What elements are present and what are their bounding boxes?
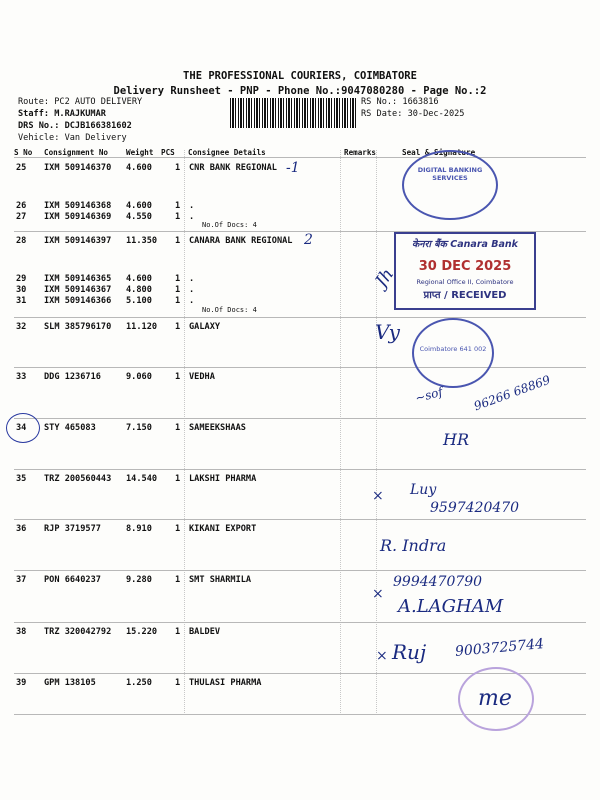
cell-consignment-no: IXM 509146365: [44, 274, 112, 284]
round-stamp-text: DIGITAL BANKING SERVICES: [417, 166, 483, 182]
insurance-company-stamp: [412, 318, 494, 388]
column-divider: [184, 150, 185, 715]
runsheet-title: Delivery Runsheet - PNP - Phone No.:9047080280 - Page No.:2: [113, 85, 487, 97]
cell-consignment-no: IXM 509146370: [44, 163, 112, 173]
route-text: Route: PC2 AUTO DELIVERY: [18, 97, 143, 107]
cell-consignee: .: [189, 201, 195, 211]
cell-consignee: BALDEV: [189, 627, 221, 637]
cell-weight: 11.120: [126, 322, 158, 332]
row-divider: [14, 317, 586, 318]
cell-sno: 38: [16, 627, 27, 637]
canara-stamp-received: प्राप्त / RECEIVED: [423, 290, 507, 301]
cell-consignee: CANARA BANK REGIONAL: [189, 236, 293, 246]
cell-weight: 8.910: [126, 524, 152, 534]
row-divider: [14, 367, 586, 368]
cell-weight: 7.150: [126, 423, 152, 433]
cell-consignment-no: SLM 385796170: [44, 322, 112, 332]
cell-weight: 4.600: [126, 201, 152, 211]
handwritten-phone-row-37: 9994470790: [393, 574, 483, 590]
cell-consignee: KIKANI EXPORT: [189, 524, 257, 534]
cell-pcs: 1: [175, 212, 181, 222]
cell-weight: 5.100: [126, 296, 152, 306]
canara-stamp-office: Regional Office II, Coimbatore: [416, 278, 514, 286]
handwritten-phone-row-38: 9003725744: [454, 636, 545, 660]
docs-count-note: No.Of Docs: 4: [202, 306, 257, 314]
staff-text: Staff: M.RAJKUMAR: [18, 109, 106, 119]
handwritten-signature: Ruj: [392, 640, 427, 664]
round-stamp-text: Coimbatore 641 002: [419, 345, 487, 353]
docs-count-note: No.Of Docs: 4: [202, 221, 257, 229]
cell-consignment-no: IXM 509146368: [44, 201, 112, 211]
cell-consignee: .: [189, 274, 195, 284]
cell-weight: 15.220: [126, 627, 158, 637]
cell-pcs: 1: [175, 372, 181, 382]
cell-weight: 9.280: [126, 575, 152, 585]
cell-weight: 1.250: [126, 678, 152, 688]
cell-sno: 30: [16, 285, 27, 295]
canara-stamp-date: 30 DEC 2025: [418, 259, 512, 274]
cell-sno: 34: [16, 423, 27, 433]
cell-consignee: CNR BANK REGIONAL: [189, 163, 277, 173]
handwritten-signature-row-36: R. Indra: [380, 536, 447, 555]
col-weight: Weight: [126, 148, 154, 157]
cell-consignee: .: [189, 285, 195, 295]
cell-pcs: 1: [175, 322, 181, 332]
cell-consignee: SMT SHARMILA: [189, 575, 252, 585]
rs-number: RS No.: 1663816: [361, 97, 439, 107]
barcode: [230, 98, 356, 128]
cell-pcs: 1: [175, 236, 181, 246]
round-bank-stamp: [402, 150, 498, 220]
cell-sno: 33: [16, 372, 27, 382]
cell-weight: 14.540: [126, 474, 158, 484]
cell-pcs: 1: [175, 423, 181, 433]
cell-pcs: 1: [175, 285, 181, 295]
cell-weight: 4.600: [126, 163, 152, 173]
cell-weight: 9.060: [126, 372, 152, 382]
col-consignment: Consignment No: [44, 148, 109, 157]
cell-sno: 35: [16, 474, 27, 484]
handwritten-signature: Luy: [410, 482, 437, 498]
handwritten-signature: Vy: [375, 320, 400, 344]
cell-sno: 27: [16, 212, 27, 222]
handwritten-initials-row-34: HR: [443, 430, 469, 449]
cell-consignee: .: [189, 212, 195, 222]
cell-consignment-no: IXM 509146367: [44, 285, 112, 295]
cell-pcs: 1: [175, 201, 181, 211]
handwritten-cross: ×: [376, 648, 388, 664]
cell-sno: 32: [16, 322, 27, 332]
row-divider: [14, 418, 586, 419]
company-title: THE PROFESSIONAL COURIERS, COIMBATORE: [183, 70, 417, 82]
rs-date: RS Date: 30-Dec-2025: [361, 109, 465, 119]
cell-consignment-no: RJP 3719577: [44, 524, 101, 534]
cell-weight: 4.800: [126, 285, 152, 295]
canara-stamp-title: केनरा बैंक Canara Bank: [412, 239, 518, 250]
cell-sno: 29: [16, 274, 27, 284]
col-consignee: Consignee Details: [188, 148, 266, 157]
handwritten-cross: ×: [372, 586, 384, 602]
cell-consignment-no: TRZ 320042792: [44, 627, 112, 637]
handwritten-mark-row-28: 2: [304, 232, 313, 248]
cell-sno: 25: [16, 163, 27, 173]
cell-pcs: 1: [175, 274, 181, 284]
cell-sno: 31: [16, 296, 27, 306]
col-remarks: Remarks: [344, 148, 377, 157]
row-divider: [14, 622, 586, 623]
cell-sno: 37: [16, 575, 27, 585]
handwritten-signature-row-39: me: [478, 686, 512, 711]
handwritten-signature: ~sof: [413, 384, 445, 406]
cell-pcs: 1: [175, 627, 181, 637]
cell-pcs: 1: [175, 474, 181, 484]
cell-pcs: 1: [175, 296, 181, 306]
cell-pcs: 1: [175, 524, 181, 534]
cell-pcs: 1: [175, 678, 181, 688]
canara-bank-received-stamp: [394, 232, 536, 310]
cell-weight: 4.600: [126, 274, 152, 284]
cell-consignee: SAMEEKSHAAS: [189, 423, 246, 433]
cell-sno: 28: [16, 236, 27, 246]
cell-consignment-no: STY 465083: [44, 423, 96, 433]
col-pcs: PCS: [161, 148, 175, 157]
cell-pcs: 1: [175, 575, 181, 585]
cell-pcs: 1: [175, 163, 181, 173]
col-seal-signature: Seal & Signature: [402, 148, 476, 157]
vehicle-text: Vehicle: Van Delivery: [18, 133, 127, 143]
row-divider: [14, 570, 586, 571]
cell-sno: 36: [16, 524, 27, 534]
cell-consignee: GALAXY: [189, 322, 221, 332]
cell-consignment-no: PON 6640237: [44, 575, 101, 585]
handwritten-name-row-37: A.LAGHAM: [398, 596, 504, 617]
cell-consignee: VEDHA: [189, 372, 215, 382]
cell-consignee: LAKSHI PHARMA: [189, 474, 257, 484]
row-divider: [14, 469, 586, 470]
cell-consignment-no: DDG 1236716: [44, 372, 101, 382]
cell-sno: 26: [16, 201, 27, 211]
column-divider: [376, 150, 377, 715]
cell-consignment-no: IXM 509146366: [44, 296, 112, 306]
cell-weight: 11.350: [126, 236, 158, 246]
drs-number: DRS No.: DCJB166381602: [18, 121, 132, 131]
sno-34-circle-mark: [6, 413, 40, 443]
handwritten-phone-row-35: 9597420470: [430, 500, 520, 516]
cell-weight: 4.550: [126, 212, 152, 222]
col-sno: S No: [14, 148, 33, 157]
header-rule: [14, 157, 586, 158]
cell-consignee: THULASI PHARMA: [189, 678, 262, 688]
handwritten-phone-row-33: 96266 68869: [472, 372, 553, 414]
cell-consignment-no: TRZ 200560443: [44, 474, 112, 484]
cell-consignment-no: GPM 138105: [44, 678, 96, 688]
row-divider: [14, 519, 586, 520]
handwritten-cross: ×: [372, 488, 384, 504]
handwritten-signature: Jh: [371, 264, 399, 292]
cell-consignment-no: IXM 509146397: [44, 236, 112, 246]
cell-sno: 39: [16, 678, 27, 688]
cell-consignment-no: IXM 509146369: [44, 212, 112, 222]
column-divider: [340, 150, 341, 715]
cell-consignee: .: [189, 296, 195, 306]
handwritten-mark-row-25: -1: [286, 160, 300, 176]
